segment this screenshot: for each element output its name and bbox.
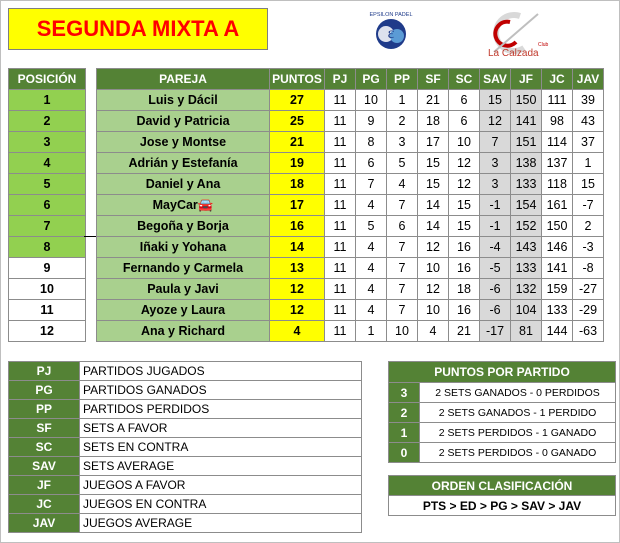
jav-cell: -29 bbox=[573, 300, 604, 321]
points-per-match-table bbox=[388, 361, 616, 463]
pair-name: Ana y Richard bbox=[97, 321, 270, 342]
jf-cell: 141 bbox=[511, 111, 542, 132]
pj-cell: 11 bbox=[325, 195, 356, 216]
header-sc: SC bbox=[449, 69, 480, 90]
legend-code: PJ bbox=[9, 362, 80, 381]
sav-cell: -1 bbox=[480, 216, 511, 237]
pp-cell: 3 bbox=[387, 132, 418, 153]
pair-name: Jose y Montse bbox=[97, 132, 270, 153]
sav-cell: -6 bbox=[480, 279, 511, 300]
sav-cell: -6 bbox=[480, 300, 511, 321]
points-value: 0 bbox=[389, 443, 420, 463]
points-cell: 13 bbox=[270, 258, 325, 279]
position-cell: 6 bbox=[9, 195, 86, 216]
header-jav: JAV bbox=[573, 69, 604, 90]
pp-cell: 10 bbox=[387, 321, 418, 342]
svg-text:EPSILON PADEL: EPSILON PADEL bbox=[369, 12, 413, 18]
position-cell: 1 bbox=[9, 90, 86, 111]
points-cell: 14 bbox=[270, 237, 325, 258]
sc-cell: 6 bbox=[449, 111, 480, 132]
ranking-order-title: ORDEN CLASIFICACIÓN bbox=[389, 476, 616, 496]
position-cell: 4 bbox=[9, 153, 86, 174]
sc-cell: 15 bbox=[449, 195, 480, 216]
pj-cell: 11 bbox=[325, 300, 356, 321]
standings-header-row bbox=[97, 69, 604, 90]
header-pp: PP bbox=[387, 69, 418, 90]
legend-desc: JUEGOS AVERAGE bbox=[80, 514, 362, 533]
jf-cell: 150 bbox=[511, 90, 542, 111]
jf-cell: 104 bbox=[511, 300, 542, 321]
pp-cell: 7 bbox=[387, 237, 418, 258]
pair-name: Luis y Dácil bbox=[97, 90, 270, 111]
standings-table bbox=[96, 68, 604, 342]
pp-cell: 5 bbox=[387, 153, 418, 174]
legend-table bbox=[8, 361, 362, 533]
sf-cell: 12 bbox=[418, 237, 449, 258]
sav-cell: -5 bbox=[480, 258, 511, 279]
jc-cell: 144 bbox=[542, 321, 573, 342]
jav-cell: 39 bbox=[573, 90, 604, 111]
position-cell: 5 bbox=[9, 174, 86, 195]
standings-row bbox=[97, 132, 604, 153]
pair-name: Paula y Javi bbox=[97, 279, 270, 300]
pp-cell: 7 bbox=[387, 300, 418, 321]
pj-cell: 11 bbox=[325, 132, 356, 153]
legend-code: SC bbox=[9, 438, 80, 457]
standings-row bbox=[97, 153, 604, 174]
pj-cell: 11 bbox=[325, 111, 356, 132]
legend-row bbox=[9, 362, 362, 381]
pair-name: Fernando y Carmela bbox=[97, 258, 270, 279]
pair-name: Iñaki y Yohana bbox=[97, 237, 270, 258]
sc-cell: 10 bbox=[449, 132, 480, 153]
header-jf: JF bbox=[511, 69, 542, 90]
pp-cell: 6 bbox=[387, 216, 418, 237]
points-cell: 18 bbox=[270, 174, 325, 195]
standings-row bbox=[97, 111, 604, 132]
jav-cell: -8 bbox=[573, 258, 604, 279]
legend-code: PG bbox=[9, 381, 80, 400]
jc-cell: 146 bbox=[542, 237, 573, 258]
legend-desc: PARTIDOS GANADOS bbox=[80, 381, 362, 400]
points-cell: 19 bbox=[270, 153, 325, 174]
sav-cell: -1 bbox=[480, 195, 511, 216]
position-cell: 3 bbox=[9, 132, 86, 153]
points-cell: 17 bbox=[270, 195, 325, 216]
points-per-match-title: PUNTOS POR PARTIDO bbox=[389, 362, 616, 383]
sav-cell: 3 bbox=[480, 153, 511, 174]
header-jc: JC bbox=[542, 69, 573, 90]
position-header: POSICIÓN bbox=[9, 69, 86, 90]
epsilon-padel-logo bbox=[366, 8, 416, 52]
points-cell: 21 bbox=[270, 132, 325, 153]
legend-row bbox=[9, 514, 362, 533]
jf-cell: 133 bbox=[511, 174, 542, 195]
legend-row bbox=[9, 457, 362, 476]
points-desc: 2 SETS PERDIDOS - 1 GANADO bbox=[420, 423, 616, 443]
legend-row bbox=[9, 438, 362, 457]
sav-cell: 7 bbox=[480, 132, 511, 153]
pp-cell: 2 bbox=[387, 111, 418, 132]
points-desc: 2 SETS GANADOS - 0 PERDIDOS bbox=[420, 383, 616, 403]
sf-cell: 21 bbox=[418, 90, 449, 111]
points-cell: 12 bbox=[270, 300, 325, 321]
jc-cell: 111 bbox=[542, 90, 573, 111]
legend-desc: JUEGOS EN CONTRA bbox=[80, 495, 362, 514]
pg-cell: 7 bbox=[356, 174, 387, 195]
legend-code: PP bbox=[9, 400, 80, 419]
points-value: 2 bbox=[389, 403, 420, 423]
legend-desc: JUEGOS A FAVOR bbox=[80, 476, 362, 495]
pg-cell: 6 bbox=[356, 153, 387, 174]
legend-row bbox=[9, 381, 362, 400]
jc-cell: 150 bbox=[542, 216, 573, 237]
pp-cell: 7 bbox=[387, 195, 418, 216]
pj-cell: 11 bbox=[325, 279, 356, 300]
pj-cell: 11 bbox=[325, 258, 356, 279]
position-table bbox=[8, 68, 86, 342]
legend-row bbox=[9, 476, 362, 495]
jf-cell: 132 bbox=[511, 279, 542, 300]
position-cell: 7 bbox=[9, 216, 86, 237]
header-pg: PG bbox=[356, 69, 387, 90]
sc-cell: 16 bbox=[449, 300, 480, 321]
sc-cell: 15 bbox=[449, 216, 480, 237]
pair-name: Adrián y Estefanía bbox=[97, 153, 270, 174]
sc-cell: 18 bbox=[449, 279, 480, 300]
jav-cell: 2 bbox=[573, 216, 604, 237]
header-pj: PJ bbox=[325, 69, 356, 90]
promotion-divider bbox=[84, 236, 96, 237]
pj-cell: 11 bbox=[325, 216, 356, 237]
sav-cell: 15 bbox=[480, 90, 511, 111]
legend-code: JAV bbox=[9, 514, 80, 533]
ranking-order-value: PTS > ED > PG > SAV > JAV bbox=[389, 496, 616, 516]
position-cell: 10 bbox=[9, 279, 86, 300]
pg-cell: 8 bbox=[356, 132, 387, 153]
header-puntos: PUNTOS bbox=[270, 69, 325, 90]
jf-cell: 151 bbox=[511, 132, 542, 153]
points-row bbox=[389, 383, 616, 403]
standings-body bbox=[97, 90, 604, 342]
standings-row bbox=[97, 216, 604, 237]
position-cell: 8 bbox=[9, 237, 86, 258]
sf-cell: 12 bbox=[418, 279, 449, 300]
page-title: SEGUNDA MIXTA A bbox=[8, 8, 268, 50]
position-cell: 9 bbox=[9, 258, 86, 279]
jc-cell: 141 bbox=[542, 258, 573, 279]
jav-cell: -7 bbox=[573, 195, 604, 216]
points-row bbox=[389, 403, 616, 423]
jf-cell: 143 bbox=[511, 237, 542, 258]
points-row bbox=[389, 423, 616, 443]
sf-cell: 17 bbox=[418, 132, 449, 153]
points-desc: 2 SETS PERDIDOS - 0 GANADO bbox=[420, 443, 616, 463]
standings-row bbox=[97, 174, 604, 195]
pg-cell: 4 bbox=[356, 258, 387, 279]
pg-cell: 5 bbox=[356, 216, 387, 237]
pp-cell: 7 bbox=[387, 279, 418, 300]
points-value: 3 bbox=[389, 383, 420, 403]
sc-cell: 12 bbox=[449, 153, 480, 174]
sf-cell: 10 bbox=[418, 300, 449, 321]
jav-cell: -3 bbox=[573, 237, 604, 258]
jav-cell: 15 bbox=[573, 174, 604, 195]
pg-cell: 4 bbox=[356, 195, 387, 216]
jf-cell: 81 bbox=[511, 321, 542, 342]
svg-text:ε: ε bbox=[387, 25, 395, 42]
ranking-order-table bbox=[388, 475, 616, 516]
sf-cell: 14 bbox=[418, 216, 449, 237]
standings-row bbox=[97, 237, 604, 258]
jav-cell: 37 bbox=[573, 132, 604, 153]
sc-cell: 16 bbox=[449, 237, 480, 258]
pg-cell: 4 bbox=[356, 237, 387, 258]
jf-cell: 152 bbox=[511, 216, 542, 237]
pg-cell: 10 bbox=[356, 90, 387, 111]
sc-cell: 21 bbox=[449, 321, 480, 342]
legend-row bbox=[9, 400, 362, 419]
header-pareja: PAREJA bbox=[97, 69, 270, 90]
sav-cell: 3 bbox=[480, 174, 511, 195]
la-calzada-logo-text: La Calzada bbox=[488, 48, 539, 59]
legend-code: JF bbox=[9, 476, 80, 495]
points-cell: 12 bbox=[270, 279, 325, 300]
legend-desc: PARTIDOS PERDIDOS bbox=[80, 400, 362, 419]
jc-cell: 98 bbox=[542, 111, 573, 132]
standings-row bbox=[97, 300, 604, 321]
sc-cell: 12 bbox=[449, 174, 480, 195]
jav-cell: 43 bbox=[573, 111, 604, 132]
pp-cell: 7 bbox=[387, 258, 418, 279]
standings-row bbox=[97, 195, 604, 216]
legend-code: SF bbox=[9, 419, 80, 438]
jf-cell: 154 bbox=[511, 195, 542, 216]
jc-cell: 133 bbox=[542, 300, 573, 321]
sav-cell: 12 bbox=[480, 111, 511, 132]
pj-cell: 11 bbox=[325, 174, 356, 195]
sc-cell: 16 bbox=[449, 258, 480, 279]
legend-desc: SETS AVERAGE bbox=[80, 457, 362, 476]
pair-name: MayCar🚘 bbox=[97, 195, 270, 216]
points-desc: 2 SETS GANADOS - 1 PERDIDO bbox=[420, 403, 616, 423]
legend-desc: SETS EN CONTRA bbox=[80, 438, 362, 457]
jc-cell: 118 bbox=[542, 174, 573, 195]
sc-cell: 6 bbox=[449, 90, 480, 111]
sf-cell: 15 bbox=[418, 174, 449, 195]
points-cell: 27 bbox=[270, 90, 325, 111]
pj-cell: 11 bbox=[325, 153, 356, 174]
pj-cell: 11 bbox=[325, 321, 356, 342]
points-value: 1 bbox=[389, 423, 420, 443]
legend-code: JC bbox=[9, 495, 80, 514]
legend-row bbox=[9, 419, 362, 438]
jf-cell: 133 bbox=[511, 258, 542, 279]
points-cell: 16 bbox=[270, 216, 325, 237]
standings-row bbox=[97, 279, 604, 300]
pp-cell: 4 bbox=[387, 174, 418, 195]
sf-cell: 14 bbox=[418, 195, 449, 216]
sav-cell: -17 bbox=[480, 321, 511, 342]
pair-name: Ayoze y Laura bbox=[97, 300, 270, 321]
pg-cell: 9 bbox=[356, 111, 387, 132]
points-cell: 4 bbox=[270, 321, 325, 342]
pg-cell: 4 bbox=[356, 279, 387, 300]
standings-row bbox=[97, 258, 604, 279]
jav-cell: -63 bbox=[573, 321, 604, 342]
sav-cell: -4 bbox=[480, 237, 511, 258]
jc-cell: 161 bbox=[542, 195, 573, 216]
sf-cell: 18 bbox=[418, 111, 449, 132]
legend-code: SAV bbox=[9, 457, 80, 476]
pair-name: Daniel y Ana bbox=[97, 174, 270, 195]
legend-row bbox=[9, 495, 362, 514]
sf-cell: 4 bbox=[418, 321, 449, 342]
position-cell: 2 bbox=[9, 111, 86, 132]
points-row bbox=[389, 443, 616, 463]
jf-cell: 138 bbox=[511, 153, 542, 174]
sf-cell: 15 bbox=[418, 153, 449, 174]
header-sf: SF bbox=[418, 69, 449, 90]
pair-name: David y Patricia bbox=[97, 111, 270, 132]
legend-desc: SETS A FAVOR bbox=[80, 419, 362, 438]
pg-cell: 4 bbox=[356, 300, 387, 321]
position-cell: 11 bbox=[9, 300, 86, 321]
jav-cell: -27 bbox=[573, 279, 604, 300]
legend-desc: PARTIDOS JUGADOS bbox=[80, 362, 362, 381]
sf-cell: 10 bbox=[418, 258, 449, 279]
header-sav: SAV bbox=[480, 69, 511, 90]
pj-cell: 11 bbox=[325, 237, 356, 258]
jc-cell: 114 bbox=[542, 132, 573, 153]
points-cell: 25 bbox=[270, 111, 325, 132]
svg-text:Club: Club bbox=[538, 42, 549, 48]
standings-row bbox=[97, 90, 604, 111]
jav-cell: 1 bbox=[573, 153, 604, 174]
pj-cell: 11 bbox=[325, 90, 356, 111]
pp-cell: 1 bbox=[387, 90, 418, 111]
jc-cell: 159 bbox=[542, 279, 573, 300]
pair-name: Begoña y Borja bbox=[97, 216, 270, 237]
jc-cell: 137 bbox=[542, 153, 573, 174]
pg-cell: 1 bbox=[356, 321, 387, 342]
position-cell: 12 bbox=[9, 321, 86, 342]
standings-row bbox=[97, 321, 604, 342]
